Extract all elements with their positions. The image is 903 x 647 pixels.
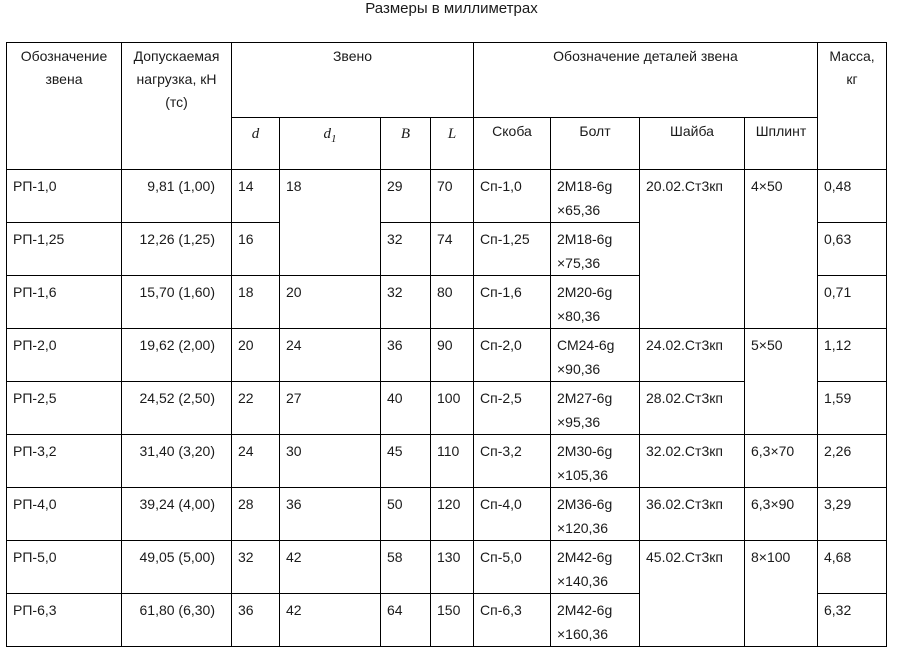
cell-l: 120 (431, 488, 474, 541)
cell-load: 61,80 (6,30) (122, 594, 232, 647)
cell-b: 32 (381, 276, 431, 329)
cell-d1: 18 (280, 170, 381, 276)
cell-pin: 6,3×90 (745, 488, 818, 541)
cell-designation: РП-1,25 (7, 223, 122, 276)
cell-d: 16 (232, 223, 280, 276)
cell-mass: 1,12 (818, 329, 887, 382)
cell-d1: 27 (280, 382, 381, 435)
cell-bracket: Сп-6,3 (474, 594, 551, 647)
cell-designation: РП-4,0 (7, 488, 122, 541)
cell-d: 20 (232, 329, 280, 382)
cell-d1: 24 (280, 329, 381, 382)
cell-mass: 2,26 (818, 435, 887, 488)
header-bolt: Болт (551, 118, 640, 170)
cell-load: 24,52 (2,50) (122, 382, 232, 435)
cell-b: 58 (381, 541, 431, 594)
cell-bracket: Сп-2,5 (474, 382, 551, 435)
cell-designation: РП-5,0 (7, 541, 122, 594)
cell-washer: 45.02.Ст3кп (640, 541, 745, 647)
cell-mass: 6,32 (818, 594, 887, 647)
cell-load: 9,81 (1,00) (122, 170, 232, 223)
cell-mass: 0,63 (818, 223, 887, 276)
table-row (7, 435, 887, 488)
cell-mass: 0,71 (818, 276, 887, 329)
cell-pin: 5×50 (745, 329, 818, 435)
cell-washer: 36.02.Ст3кп (640, 488, 745, 541)
cell-bracket: Сп-5,0 (474, 541, 551, 594)
header-load: Допускаемая нагрузка, кН (тс) (122, 43, 232, 170)
cell-bolt: 2М42-6g ×160,36 (551, 594, 640, 647)
cell-d: 24 (232, 435, 280, 488)
cell-washer: 28.02.Ст3кп (640, 382, 745, 435)
table-caption: Размеры в миллиметрах (365, 0, 538, 17)
cell-bolt: 2М18-6g ×65,36 (551, 170, 640, 223)
cell-load: 49,05 (5,00) (122, 541, 232, 594)
cell-b: 29 (381, 170, 431, 223)
header-washer: Шайба (640, 118, 745, 170)
cell-b: 32 (381, 223, 431, 276)
cell-l: 110 (431, 435, 474, 488)
cell-load: 39,24 (4,00) (122, 488, 232, 541)
cell-washer: 32.02.Ст3кп (640, 435, 745, 488)
cell-d1: 20 (280, 276, 381, 329)
header-d: d (232, 118, 280, 170)
cell-b: 36 (381, 329, 431, 382)
cell-washer: 20.02.Ст3кп (640, 170, 745, 329)
cell-load: 15,70 (1,60) (122, 276, 232, 329)
cell-b: 45 (381, 435, 431, 488)
cell-d1: 42 (280, 541, 381, 594)
cell-mass: 3,29 (818, 488, 887, 541)
cell-pin: 6,3×70 (745, 435, 818, 488)
header-bracket: Скоба (474, 118, 551, 170)
cell-d: 28 (232, 488, 280, 541)
cell-d1: 36 (280, 488, 381, 541)
cell-pin: 8×100 (745, 541, 818, 647)
cell-d: 32 (232, 541, 280, 594)
cell-designation: РП-1,0 (7, 170, 122, 223)
table-row (7, 541, 887, 594)
cell-bracket: Сп-2,0 (474, 329, 551, 382)
header-mass: Масса, кг (818, 43, 887, 170)
cell-l: 150 (431, 594, 474, 647)
cell-bracket: Сп-1,6 (474, 276, 551, 329)
cell-mass: 1,59 (818, 382, 887, 435)
header-link: Звено (232, 43, 474, 118)
cell-l: 80 (431, 276, 474, 329)
cell-load: 31,40 (3,20) (122, 435, 232, 488)
cell-designation: РП-6,3 (7, 594, 122, 647)
cell-bolt: 2М30-6g ×105,36 (551, 435, 640, 488)
cell-bolt: 2М42-6g ×140,36 (551, 541, 640, 594)
cell-load: 12,26 (1,25) (122, 223, 232, 276)
cell-d: 18 (232, 276, 280, 329)
cell-load: 19,62 (2,00) (122, 329, 232, 382)
cell-l: 74 (431, 223, 474, 276)
cell-bolt: 2М20-6g ×80,36 (551, 276, 640, 329)
cell-designation: РП-2,0 (7, 329, 122, 382)
cell-bolt: 2М27-6g ×95,36 (551, 382, 640, 435)
chain-link-table (6, 42, 887, 647)
cell-l: 130 (431, 541, 474, 594)
cell-b: 50 (381, 488, 431, 541)
cell-b: 64 (381, 594, 431, 647)
header-l: L (431, 118, 474, 170)
cell-bracket: Сп-4,0 (474, 488, 551, 541)
cell-d: 14 (232, 170, 280, 223)
cell-b: 40 (381, 382, 431, 435)
table-row (7, 488, 887, 541)
cell-l: 90 (431, 329, 474, 382)
cell-bolt: СМ24-6g ×90,36 (551, 329, 640, 382)
cell-designation: РП-2,5 (7, 382, 122, 435)
cell-designation: РП-1,6 (7, 276, 122, 329)
cell-bracket: Сп-3,2 (474, 435, 551, 488)
cell-mass: 4,68 (818, 541, 887, 594)
cell-bolt: 2М36-6g ×120,36 (551, 488, 640, 541)
header-designation: Обозначение звена (7, 43, 122, 170)
cell-bolt: 2М18-6g ×75,36 (551, 223, 640, 276)
header-b: B (381, 118, 431, 170)
cell-washer: 24.02.Ст3кп (640, 329, 745, 382)
cell-bracket: Сп-1,0 (474, 170, 551, 223)
cell-l: 100 (431, 382, 474, 435)
cell-d1: 42 (280, 594, 381, 647)
cell-d1: 30 (280, 435, 381, 488)
header-d1: $d_1$ (280, 118, 381, 170)
cell-bracket: Сп-1,25 (474, 223, 551, 276)
table-row (7, 170, 887, 223)
header-parts: Обозначение деталей звена (474, 43, 818, 118)
table-row (7, 329, 887, 382)
cell-designation: РП-3,2 (7, 435, 122, 488)
header-pin: Шплинт (745, 118, 818, 170)
cell-d: 36 (232, 594, 280, 647)
cell-d: 22 (232, 382, 280, 435)
cell-l: 70 (431, 170, 474, 223)
cell-mass: 0,48 (818, 170, 887, 223)
cell-pin: 4×50 (745, 170, 818, 329)
